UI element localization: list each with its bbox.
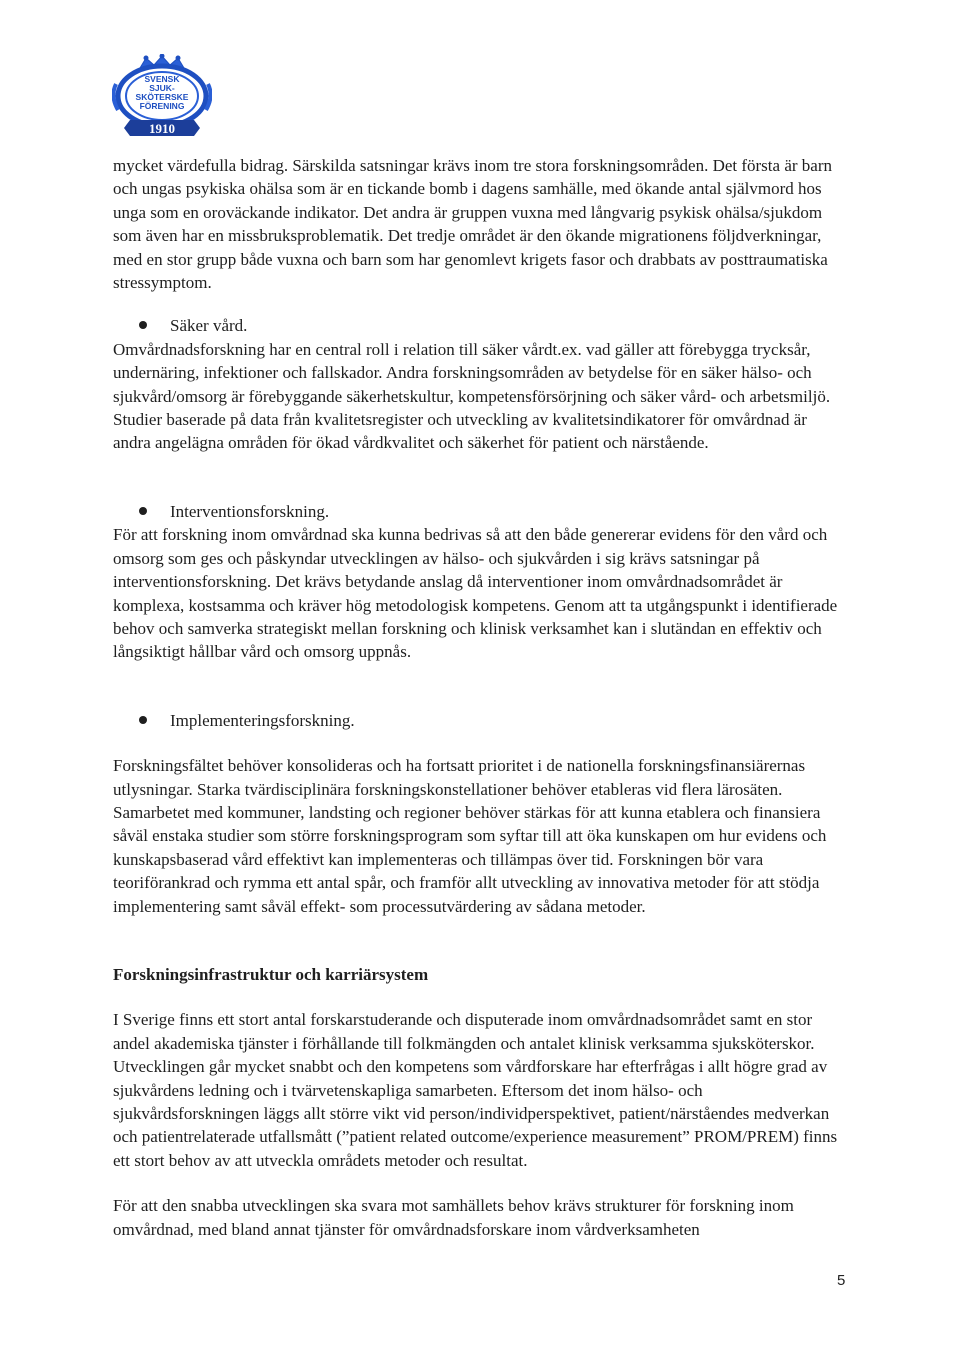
paragraph-infrastructure: I Sverige finns ett stort antal forskarstuderande och disputerade inom omvårdnadsområdet samt en stor andel akademiska tjänster i förhållande till folkmängden och antalet klinisk verksamma sjuksköterskor. Utvecklingen går mycket snabbt och den kompetens som vårdforskare har efterfrågas i allt högre grad av sjukvårdens ledning och i tvärvetenskapliga samarbeten. Eftersom det inom hälso- och sjukvårdsforskningen läggs allt större vikt vid person/individperspektivet, patient/närståendes medverkan och patientrelaterade utfallsmått (”patient related outcome/experience measurement” PROM/PREM) finns ett stort behov av att utveckla områdets metoder och resultat. bbox=[113, 1010, 838, 1170]
bullet-label: Interventionsforskning. bbox=[170, 501, 330, 521]
organization-logo bbox=[112, 54, 212, 138]
logo-year: 1910 bbox=[149, 121, 175, 136]
paragraph-safe-care: Omvårdnadsforskning har en central roll i relation till säker vårdt.ex. vad gäller att förebygga trycksår, undernäring, infektioner och fallskador. Andra forskningsområden av betydelse för en säker hälso- och sjukvård/omsorg är förebyggande säkerhetskultur, kompetensförsörjning och säker vård- och arbetsmiljö. Studier baserade på data från kvalitetsregister och utveckling av kvalitetsindikatorer för omvårdnad är andra angelägna områden för ökad vårdkvalitet och säkerhet för patient och närstående. bbox=[113, 339, 831, 453]
paragraph-implementation-research: Forskningsfältet behöver konsolideras och ha fortsatt prioritet i de nationella forskningsfinansiärernas utlysningar. Starka tvärdisciplinära forskningskonstellationer behöver etableras vid flera lärosäten. Samarbetet med kommuner, landsting och regioner behöver stärkas för att kunna etablera och finansiera såväl enstaka studier som större forskningsprogram som syftar till att öka kunskapen om hur evidens och kunskapsbaserad vård effektivt kan implementeras och tillämpas över tid. Forskningen bör vara teoriförankrad och rymma ett antal spår, och framför allt utveckling av innovativa metoder för att stödja implementering samt såväl effekt- som processutvärdering av sådana metoder. bbox=[113, 756, 827, 916]
bullet-dot-icon bbox=[139, 507, 147, 515]
page-number: 5 bbox=[837, 1272, 846, 1289]
bullet-safe-care bbox=[113, 314, 848, 337]
logo-line-2: SJUK- bbox=[149, 83, 175, 93]
bullet-dot-icon bbox=[139, 321, 147, 329]
section-heading: Forskningsinfrastruktur och karriärsystem bbox=[113, 964, 429, 984]
logo-emblem-icon bbox=[112, 54, 212, 138]
bullet-dot-icon bbox=[139, 716, 147, 724]
logo-line-4: FÖRENING bbox=[139, 101, 185, 111]
paragraph-structures: För att den snabba utvecklingen ska svara mot samhällets behov krävs strukturer för forskning inom omvårdnad, med bland annat tjänster för omvårdnadsforskare inom vårdverksamheten bbox=[113, 1196, 794, 1239]
bullet-label: Implementeringsforskning. bbox=[170, 710, 355, 730]
bullet-intervention-research bbox=[113, 500, 848, 523]
logo-line-1: SVENSK bbox=[144, 74, 180, 84]
paragraph-research-areas: mycket värdefulla bidrag. Särskilda satsningar krävs inom tre stora forskningsområden. Det första är barn och ungas psykiska ohälsa som är en tickande bomb i dagens samhälle, med ökande antal självmord hos unga som en oroväckande indikator. Det andra är gruppen vuxna med långvarig psykisk ohälsa/sjukdom som även har en missbruksproblematik. Det tredje området är den ökande migrationens följdverkningar, med en stor grupp både vuxna och barn som har genomlevt krigets fasor och drabbats av posttraumatiska stressymptom. bbox=[113, 156, 832, 293]
paragraph-intervention-research: För att forskning inom omvårdnad ska kunna bedrivas så att den både genererar evidens för den vård och omsorg som ges och påskyndar utvecklingen av hälso- och sjukvården i sig krävs satsningar på interventionsforskning. Det krävs betydande anslag då interventioner inom omvårdnadsområdet är komplexa, kostsamma och kräver hög metodologisk kompetens. Genom att ta utgångspunkt i identifierade behov och samverka strategiskt mellan forskning och klinisk verksamhet kan i slutändan en effektiv och långsiktigt hållbar vård och omsorg uppnås. bbox=[113, 525, 838, 662]
bullet-label: Säker vård. bbox=[170, 316, 248, 336]
logo-line-3: SKÖTERSKE bbox=[135, 92, 189, 102]
document-body bbox=[113, 154, 848, 1241]
bullet-implementation-research bbox=[113, 709, 848, 732]
